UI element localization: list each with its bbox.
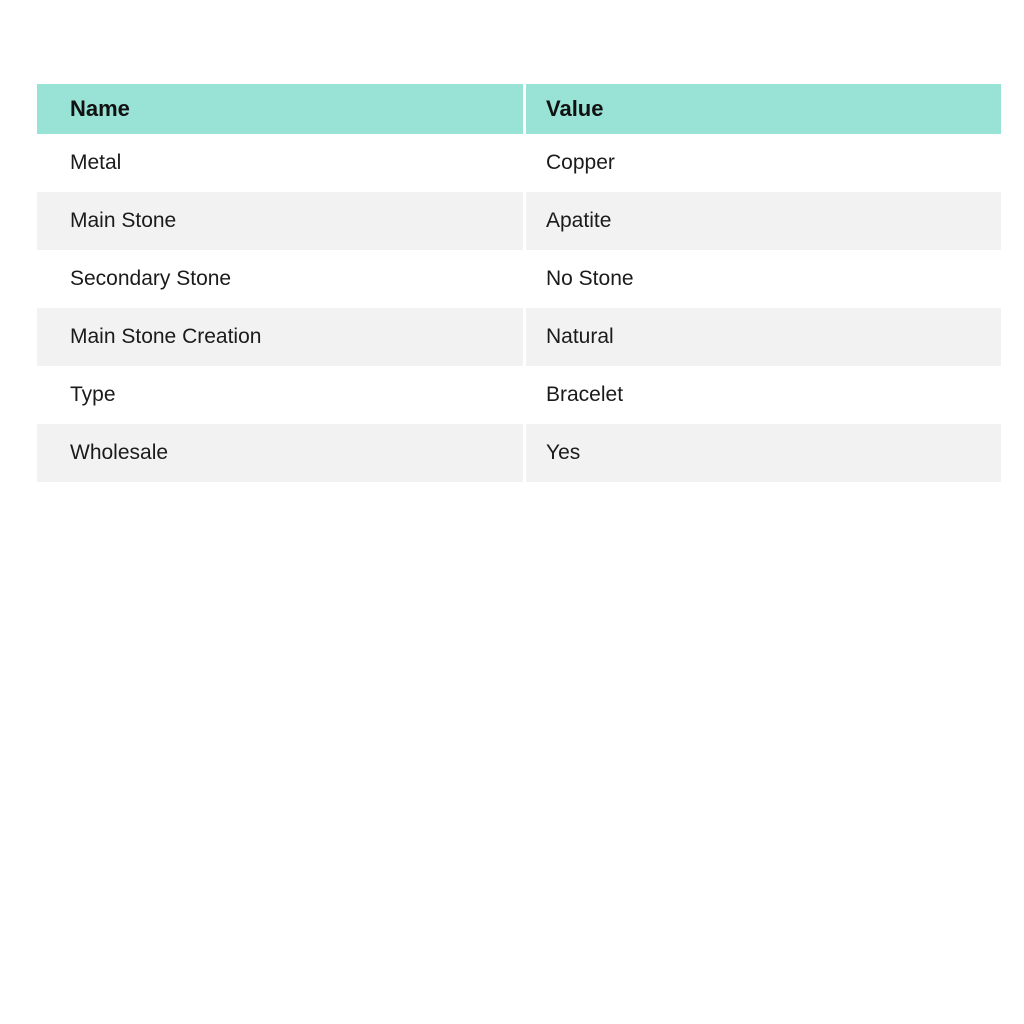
table-row bbox=[37, 366, 1001, 424]
attributes-table bbox=[37, 84, 1001, 482]
attribute-name: Metal bbox=[37, 134, 523, 192]
attribute-name: Main Stone Creation bbox=[37, 308, 523, 366]
header-cell-value: Value bbox=[526, 84, 1001, 134]
attribute-value: Natural bbox=[526, 308, 1001, 366]
attribute-value: No Stone bbox=[526, 250, 1001, 308]
table-row bbox=[37, 134, 1001, 192]
attribute-name: Main Stone bbox=[37, 192, 523, 250]
table-row bbox=[37, 308, 1001, 366]
attribute-value: Bracelet bbox=[526, 366, 1001, 424]
table-row bbox=[37, 424, 1001, 482]
table-row bbox=[37, 250, 1001, 308]
attribute-name: Wholesale bbox=[37, 424, 523, 482]
attribute-value: Yes bbox=[526, 424, 1001, 482]
attribute-name: Secondary Stone bbox=[37, 250, 523, 308]
table-row bbox=[37, 192, 1001, 250]
attribute-value: Copper bbox=[526, 134, 1001, 192]
attribute-value: Apatite bbox=[526, 192, 1001, 250]
attribute-name: Type bbox=[37, 366, 523, 424]
table-header-row bbox=[37, 84, 1001, 134]
header-cell-name: Name bbox=[37, 84, 523, 134]
